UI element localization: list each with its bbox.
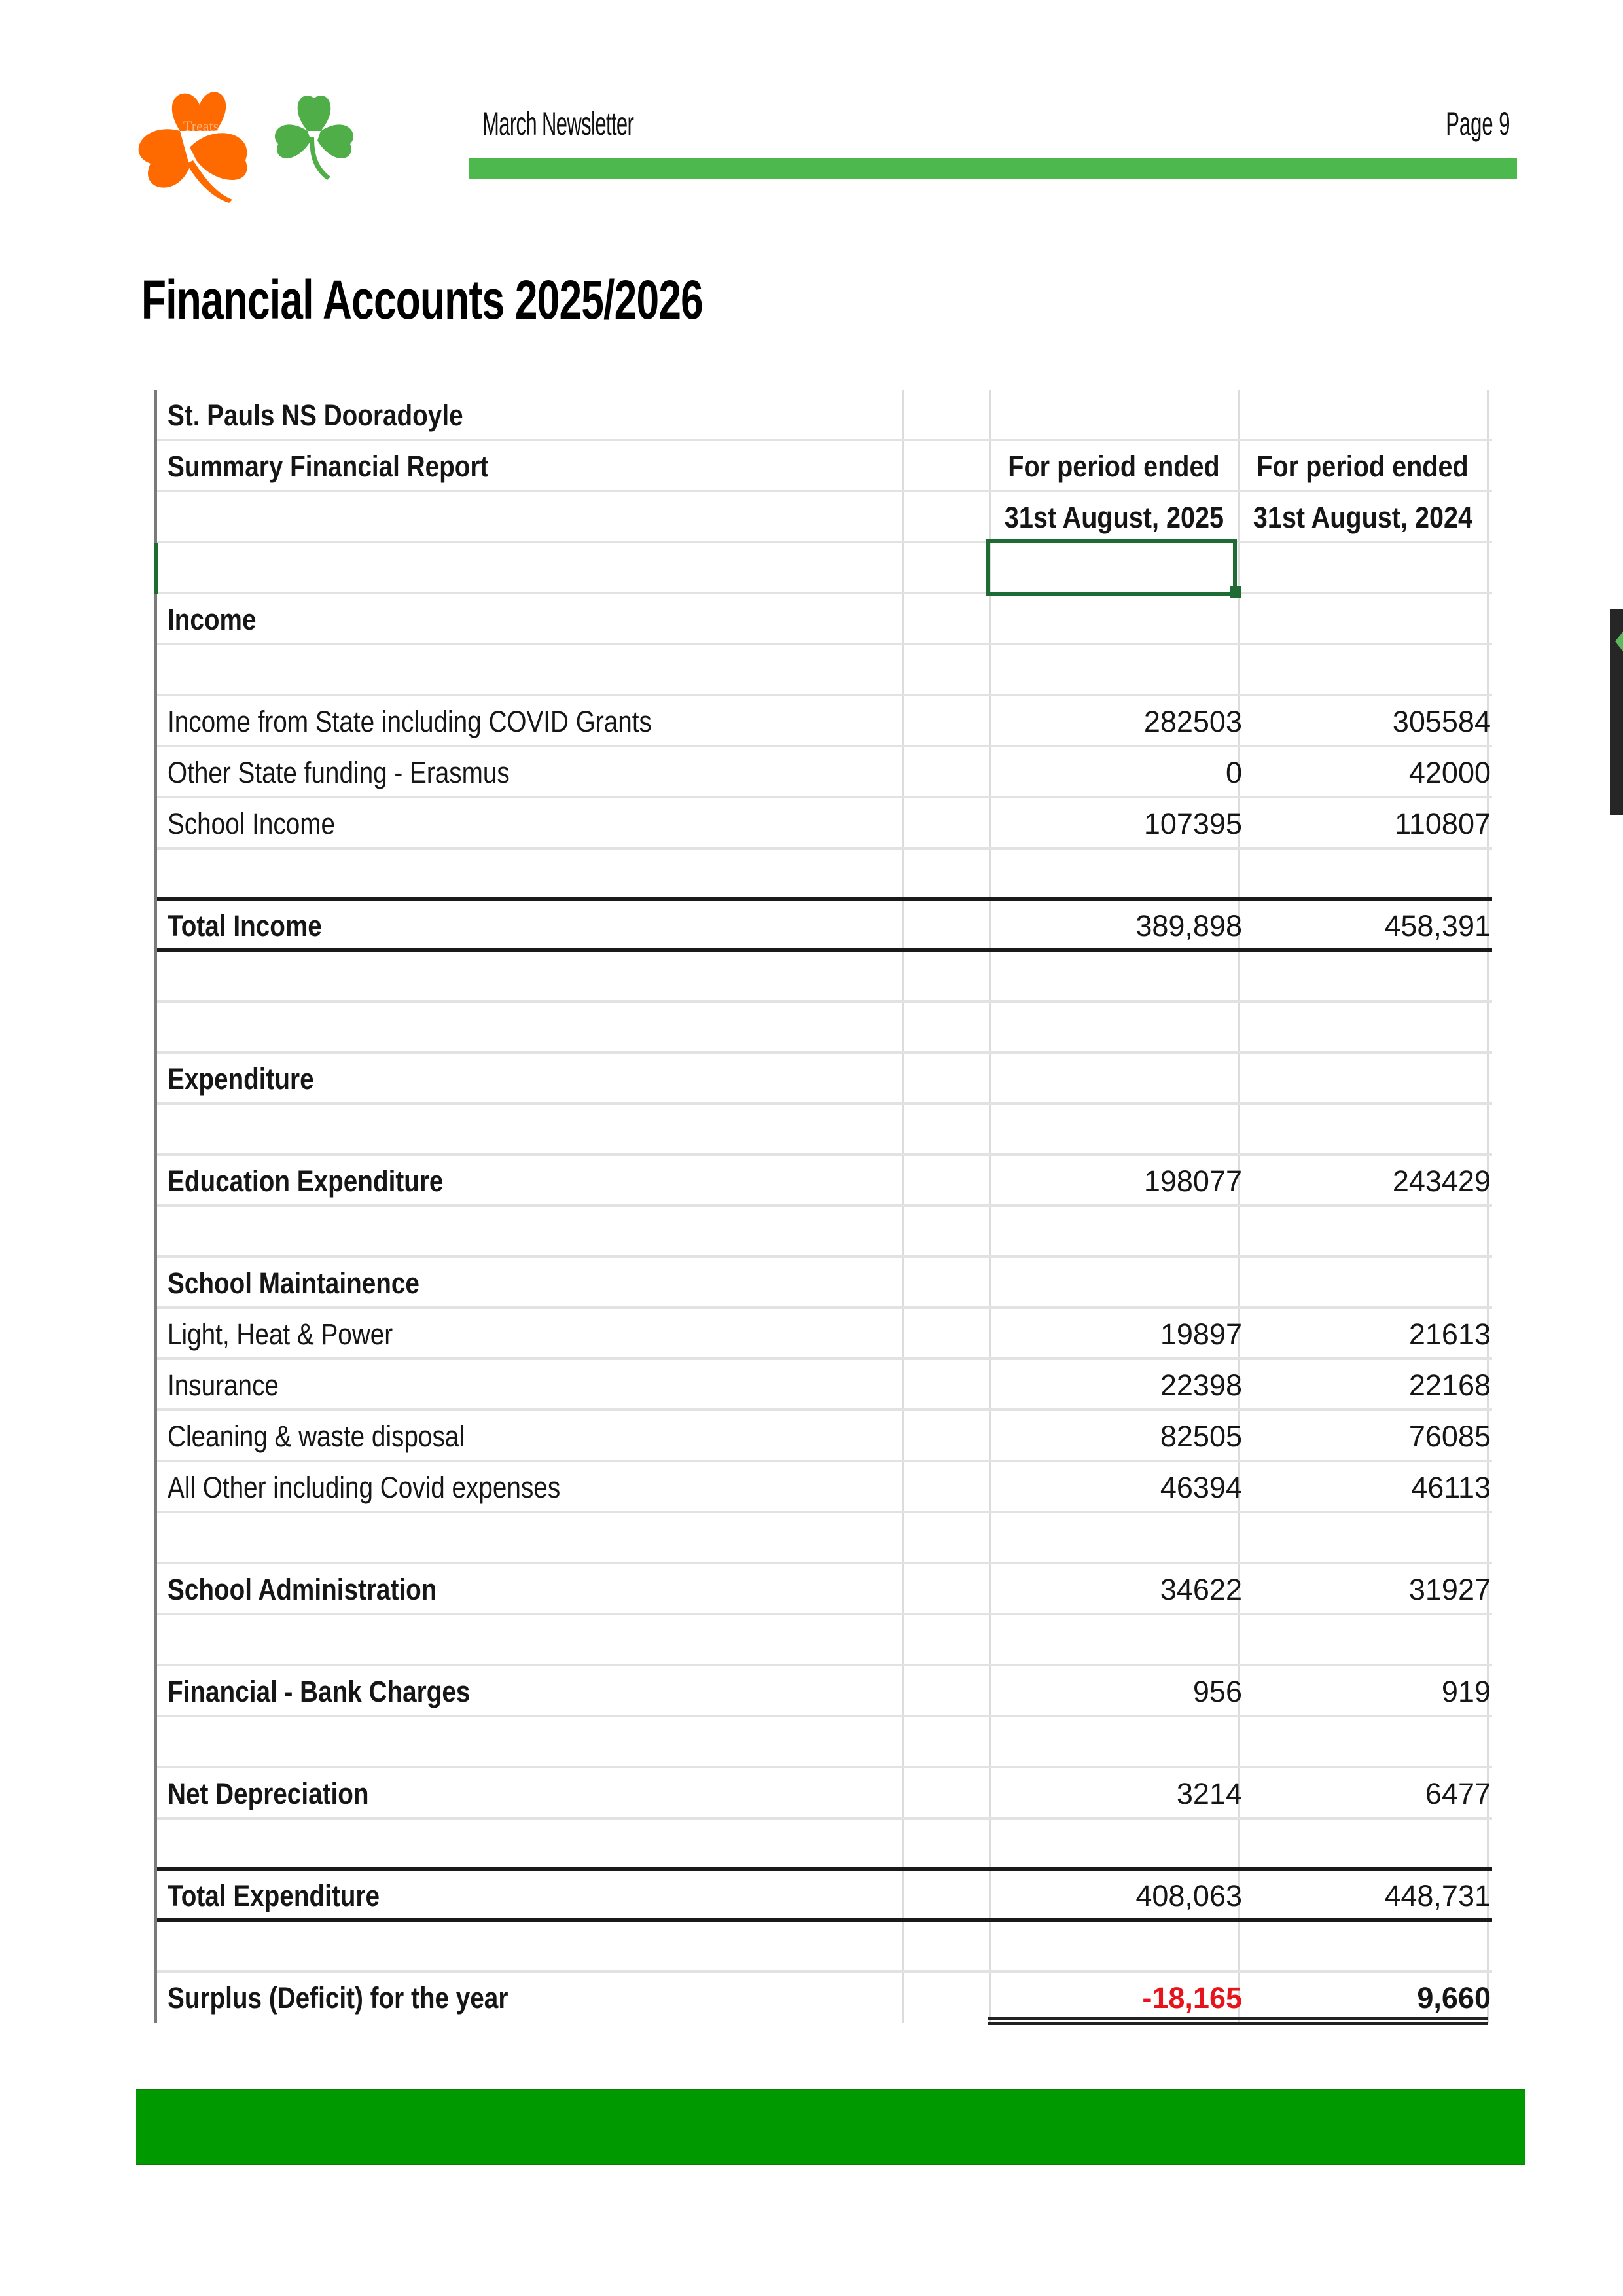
row-label: Light, Heat & Power xyxy=(168,1318,393,1351)
value-2024: 919 xyxy=(1441,1675,1491,1708)
newsletter-title: March Newsletter xyxy=(482,105,634,142)
table-row-blank xyxy=(157,1207,1492,1258)
table-row xyxy=(157,1258,1492,1309)
sheet-left-border xyxy=(154,390,157,2023)
table-row xyxy=(157,441,1492,492)
table-row xyxy=(157,747,1492,798)
value-2025: 22398 xyxy=(1160,1369,1242,1402)
value-2024: 31927 xyxy=(1408,1573,1491,1606)
row-label: All Other including Covid expenses xyxy=(168,1471,561,1504)
row-label: Financial - Bank Charges xyxy=(168,1675,471,1708)
table-row-blank xyxy=(157,543,1492,594)
school-name: St. Pauls NS Dooradoyle xyxy=(168,399,463,432)
maintenance-heading: School Maintainence xyxy=(168,1266,419,1300)
column-header-2025-line2: 31st August, 2025 xyxy=(1004,501,1224,534)
table-row-blank xyxy=(157,952,1492,1003)
total-expenditure-row xyxy=(157,1871,1492,1922)
value-2024: 305584 xyxy=(1392,705,1491,738)
table-row xyxy=(157,1411,1492,1462)
value-2025: 82505 xyxy=(1160,1420,1242,1453)
row-label: Income from State including COVID Grants xyxy=(168,705,652,738)
table-row xyxy=(157,1564,1492,1615)
table-row xyxy=(157,492,1492,543)
footer-bar xyxy=(136,2089,1525,2165)
table-row-blank xyxy=(157,1105,1492,1156)
column-header-2025-line1: For period ended xyxy=(1008,450,1220,483)
table-row xyxy=(157,1666,1492,1717)
selected-cell[interactable] xyxy=(986,539,1237,596)
table-row xyxy=(157,1054,1492,1105)
surplus-2024: 9,660 xyxy=(1417,1981,1491,2015)
row-label: School Income xyxy=(168,807,335,840)
table-row xyxy=(157,798,1492,850)
table-row xyxy=(157,390,1492,441)
value-2025: 956 xyxy=(1192,1675,1242,1708)
value-2025: 3214 xyxy=(1176,1777,1242,1810)
surplus-2025: -18,165 xyxy=(1142,1981,1242,2015)
report-title: Summary Financial Report xyxy=(168,450,489,483)
row-label: Total Expenditure xyxy=(168,1879,380,1912)
table-row xyxy=(157,1768,1492,1820)
table-row-blank xyxy=(157,1820,1492,1871)
table-row-blank xyxy=(157,1003,1492,1054)
total-income-row xyxy=(157,901,1492,952)
fill-handle[interactable] xyxy=(1230,586,1241,598)
row-label: Surplus (Deficit) for the year xyxy=(168,1981,508,2015)
page-number: Page 9 xyxy=(1445,105,1510,142)
value-2025: 19897 xyxy=(1160,1318,1242,1351)
value-2024: 6477 xyxy=(1425,1777,1491,1810)
total-expenditure-2024: 448,731 xyxy=(1384,1879,1491,1912)
table-row xyxy=(157,1462,1492,1513)
value-2024: 110807 xyxy=(1395,807,1491,840)
value-2024: 46113 xyxy=(1411,1471,1491,1504)
shamrock-logo xyxy=(118,69,366,206)
row-selection-marker xyxy=(154,543,158,594)
green-shamrock-icon xyxy=(275,96,353,180)
table-row-blank xyxy=(157,1513,1492,1564)
expenditure-heading: Expenditure xyxy=(168,1062,314,1096)
table-row-blank xyxy=(157,1922,1492,1973)
header-divider-bar xyxy=(469,158,1517,179)
table-row-blank xyxy=(157,1717,1492,1768)
value-2025: 34622 xyxy=(1160,1573,1242,1606)
total-income-2024: 458,391 xyxy=(1384,909,1491,942)
value-2025: 198077 xyxy=(1143,1164,1242,1198)
table-row xyxy=(157,1156,1492,1207)
value-2024: 243429 xyxy=(1392,1164,1491,1198)
table-row xyxy=(157,1309,1492,1360)
row-label: Total Income xyxy=(168,909,322,942)
table-row-blank xyxy=(157,850,1492,901)
logo-watermark: Treats xyxy=(183,118,219,134)
row-label: Net Depreciation xyxy=(168,1777,369,1810)
column-header-2024-line1: For period ended xyxy=(1257,450,1469,483)
page-title: Financial Accounts 2025/2026 xyxy=(141,269,703,331)
value-2024: 22168 xyxy=(1408,1369,1491,1402)
value-2024: 76085 xyxy=(1408,1420,1491,1453)
column-header-2024-line2: 31st August, 2024 xyxy=(1253,501,1473,534)
table-row xyxy=(157,594,1492,645)
value-2024: 42000 xyxy=(1408,756,1491,789)
orange-shamrock-icon xyxy=(139,92,247,203)
shamrock-icons xyxy=(118,69,366,206)
value-2025: 46394 xyxy=(1160,1471,1242,1504)
surplus-row xyxy=(157,1973,1492,2024)
row-label: Cleaning & waste disposal xyxy=(168,1420,465,1453)
value-2025: 282503 xyxy=(1143,705,1242,738)
income-heading: Income xyxy=(168,603,257,636)
total-income-2025: 389,898 xyxy=(1135,909,1242,942)
value-2025: 0 xyxy=(1225,756,1242,789)
table-row-blank xyxy=(157,1615,1492,1666)
row-label: Insurance xyxy=(168,1369,279,1402)
row-label: School Administration xyxy=(168,1573,437,1606)
table-row xyxy=(157,696,1492,747)
value-2024: 21613 xyxy=(1408,1318,1491,1351)
table-row-blank xyxy=(157,645,1492,696)
value-2025: 107395 xyxy=(1143,807,1242,840)
row-label: Education Expenditure xyxy=(168,1164,444,1198)
table-row xyxy=(157,1360,1492,1411)
row-label: Other State funding - Erasmus xyxy=(168,756,510,789)
total-expenditure-2025: 408,063 xyxy=(1135,1879,1242,1912)
double-underline xyxy=(988,2017,1488,2025)
